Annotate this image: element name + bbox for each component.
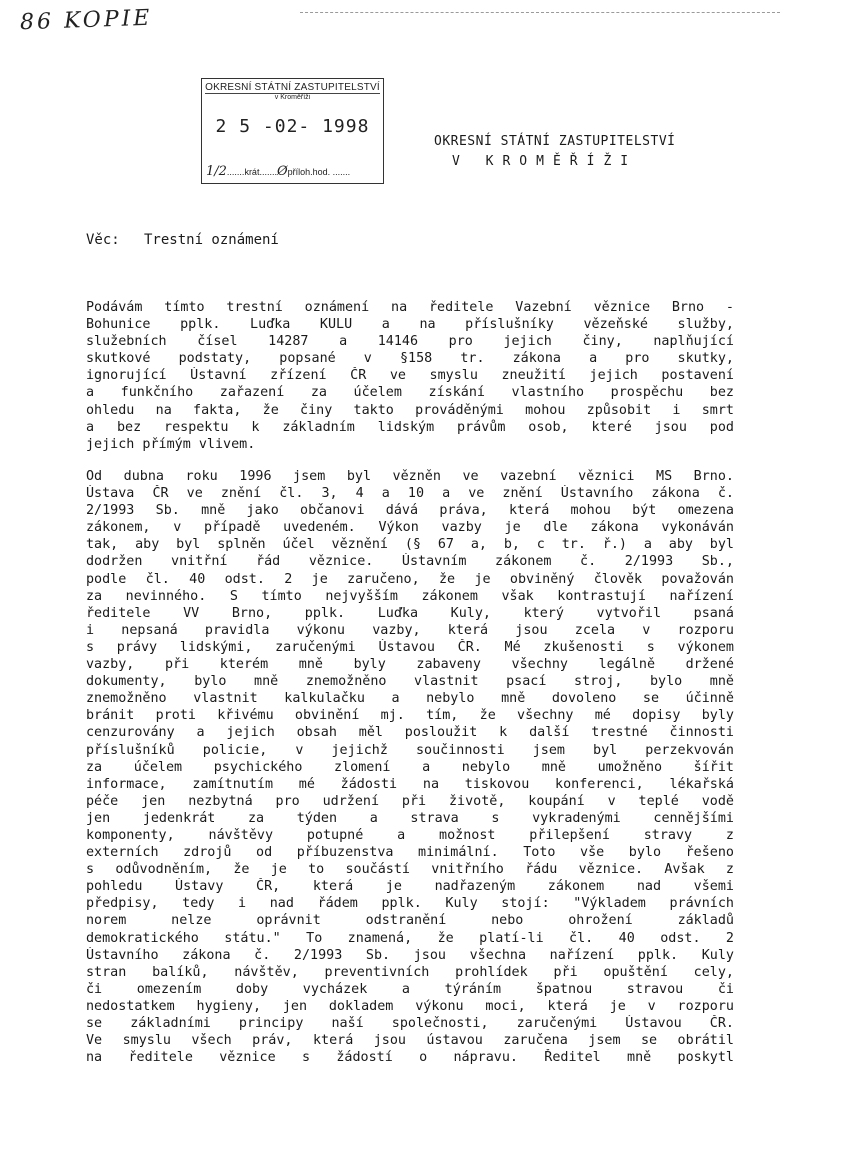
text-line: ohledu na fakta, že činy takto prováděnými mohou způsobit i smrt (86, 402, 734, 418)
subject-label: Věc: (86, 232, 120, 248)
text-line: stran balíků, návštěv, preventivních prohlídek při opuštění cely, (86, 964, 734, 980)
stamp-footer-dots: ....... (226, 167, 245, 177)
stamp-footer-text-2: příloh.hod. ....... (287, 167, 351, 177)
text-line: Podávám tímto trestní oznámení na ředitele Vazební věznice Brno - (86, 300, 734, 315)
text-line: znemožněno vlastnit kalkulačku a nebylo mně dovoleno se účinně (86, 691, 734, 707)
text-line: vazby, při kterém mně byly zabaveny všechny legálně držené (86, 657, 734, 673)
stamp-date: 2 5 -02- 1998 (215, 116, 370, 137)
text-line: ignorující Ústavní zřízení ČR ve smyslu zneužití jejich postavení (86, 368, 734, 384)
text-line: na ředitele věznice s žádostí o nápravu. Ředitel mně poskytl (86, 1050, 734, 1066)
text-line: za účelem psychického zlomení a nebylo mně umožněno šířit (86, 759, 734, 775)
text-line: norem nelze oprávnit odstranění nebo ohrožení základů (86, 913, 734, 929)
text-line: Bohunice pplk. Luďka KULU a na příslušníky vězeňské služby, (86, 317, 734, 333)
text-line: jejich přímým vlivem. (86, 436, 256, 452)
stamp-subtitle: v Kroměříži (274, 94, 311, 101)
text-line: s odůvodněním, že je to součástí vnitřního řádu věznice. Avšak z (86, 862, 734, 878)
text-line: a bez respektu k základním lidským právům osob, které jsou pod (86, 419, 734, 435)
text-line: s právy lidskými, zaručenými Ústavou ČR. Mé zkušenosti s výkonem (86, 639, 734, 655)
stamp-footer-dots-2: ....... (259, 167, 277, 177)
text-line: ředitele VV Brno, pplk. Luďka Kuly, který vytvořil psaná (86, 605, 734, 621)
text-line: či omezením doby vycházek a týráním špatnou stravou či (86, 981, 734, 997)
subject-text: Trestní oznámení (144, 232, 279, 248)
text-line: služebních čísel 14287 a 14146 pro jejich činy, naplňující (86, 334, 734, 350)
addressee-line-2: V KROMĚŘÍŽI (452, 154, 638, 169)
text-line: za nevinného. S tímto nejvyšším zákonem však kontrastují nařízení (86, 588, 734, 604)
subject-line (86, 232, 279, 248)
receipt-stamp (201, 78, 384, 184)
text-line: externích zdrojů od příbuzenstva minimální. Toto vše bylo řešeno (86, 845, 734, 861)
text-line: Od dubna roku 1996 jsem byl vězněn ve vazební věznici MS Brno. (86, 469, 734, 484)
text-line: se základními principy naší společnosti, zaručenými Ústavou ČR. (86, 1016, 734, 1031)
text-line: a funkčního zařazení za účelem získání vlastního prospěchu bez (86, 385, 734, 401)
scan-artifact-line (300, 12, 780, 14)
stamp-footer-hand-1: 1/2 (206, 164, 227, 179)
stamp-footer-hand-2: Ø (276, 164, 288, 179)
addressee-line-1: OKRESNÍ STÁTNÍ ZASTUPITELSTVÍ (434, 134, 676, 149)
text-line: tak, aby byl splněn účel věznění (§ 67 a, b, c tr. ř.) a aby byl (86, 537, 734, 553)
stamp-title: OKRESNÍ STÁTNÍ ZASTUPITELSTVÍ (205, 82, 380, 93)
text-line: Ústava ČR ve znění čl. 3, 4 a 10 a ve znění Ústavního zákona č. (86, 486, 734, 502)
text-line: komponenty, návštěvy potupné a možnost přilepšení stravy z (86, 827, 734, 843)
text-line: Ústavního zákona č. 2/1993 Sb. jsou všechna nařízení pplk. Kuly (86, 947, 734, 963)
paragraph-2 (86, 468, 734, 1066)
text-line: informace, zamítnutím mé žádosti na tiskovou konferenci, lékařská (86, 776, 734, 792)
text-line: dodržen vnitřní řád věznice. Ústavním zákonem č. 2/1993 Sb., (86, 554, 734, 570)
text-line: Ve smyslu všech práv, která jsou ústavou zaručena jsem se obrátil (86, 1033, 734, 1049)
text-line: dokumenty, bylo mně znemožněno vlastnit psací stroj, bylo mně (86, 674, 734, 690)
text-line: podle čl. 40 odst. 2 je zaručeno, že je obviněný člověk považován (86, 571, 734, 587)
text-line: jen jedenkrát za týden a strava s vykradenými cennějšími (86, 810, 734, 826)
addressee-block (434, 132, 675, 172)
text-line: pohledu Ústavy ČR, která je nadřazeným zákonem nad všemi (86, 879, 734, 895)
text-line: demokratického státu." To znamená, že platí-li čl. 40 odst. 2 (86, 930, 734, 946)
text-line: předpisy, tedy i nad řádem pplk. Kuly stojí: "Výkladem právních (86, 896, 734, 912)
paragraph-1 (86, 299, 734, 453)
text-line: příslušníků policie, v jejichž součinnosti jsem byl perzekvován (86, 742, 734, 758)
text-line: nedostatkem hygieny, jen dokladem výkonu moci, která je v rozporu (86, 998, 734, 1014)
handwritten-mark: 86 KOPIE (19, 5, 153, 36)
text-line: cenzurovány a jejich obsah měl posloužit k další trestné činnosti (86, 725, 734, 741)
text-line: bránit proti křivému obvinění mj. tím, že všechny mé dopisy byly (86, 708, 734, 724)
text-line: i nepsaná pravidla výkonu vazby, která jsou zcela v rozporu (86, 622, 734, 638)
stamp-footer (206, 164, 379, 179)
text-line: zákonem, v případě uvedeném. Výkon vazby je dle zákona vykonáván (86, 520, 734, 536)
text-line: skutkové podstaty, popsané v §158 tr. zákona a pro skutky, (86, 351, 734, 367)
text-line: péče jen nezbytná pro udržení při životě, koupání v teplé vodě (86, 793, 734, 809)
text-line: 2/1993 Sb. mně jako občanovi dává práva, která mohou být omezena (86, 503, 734, 519)
stamp-footer-text-1: krát (244, 167, 260, 177)
